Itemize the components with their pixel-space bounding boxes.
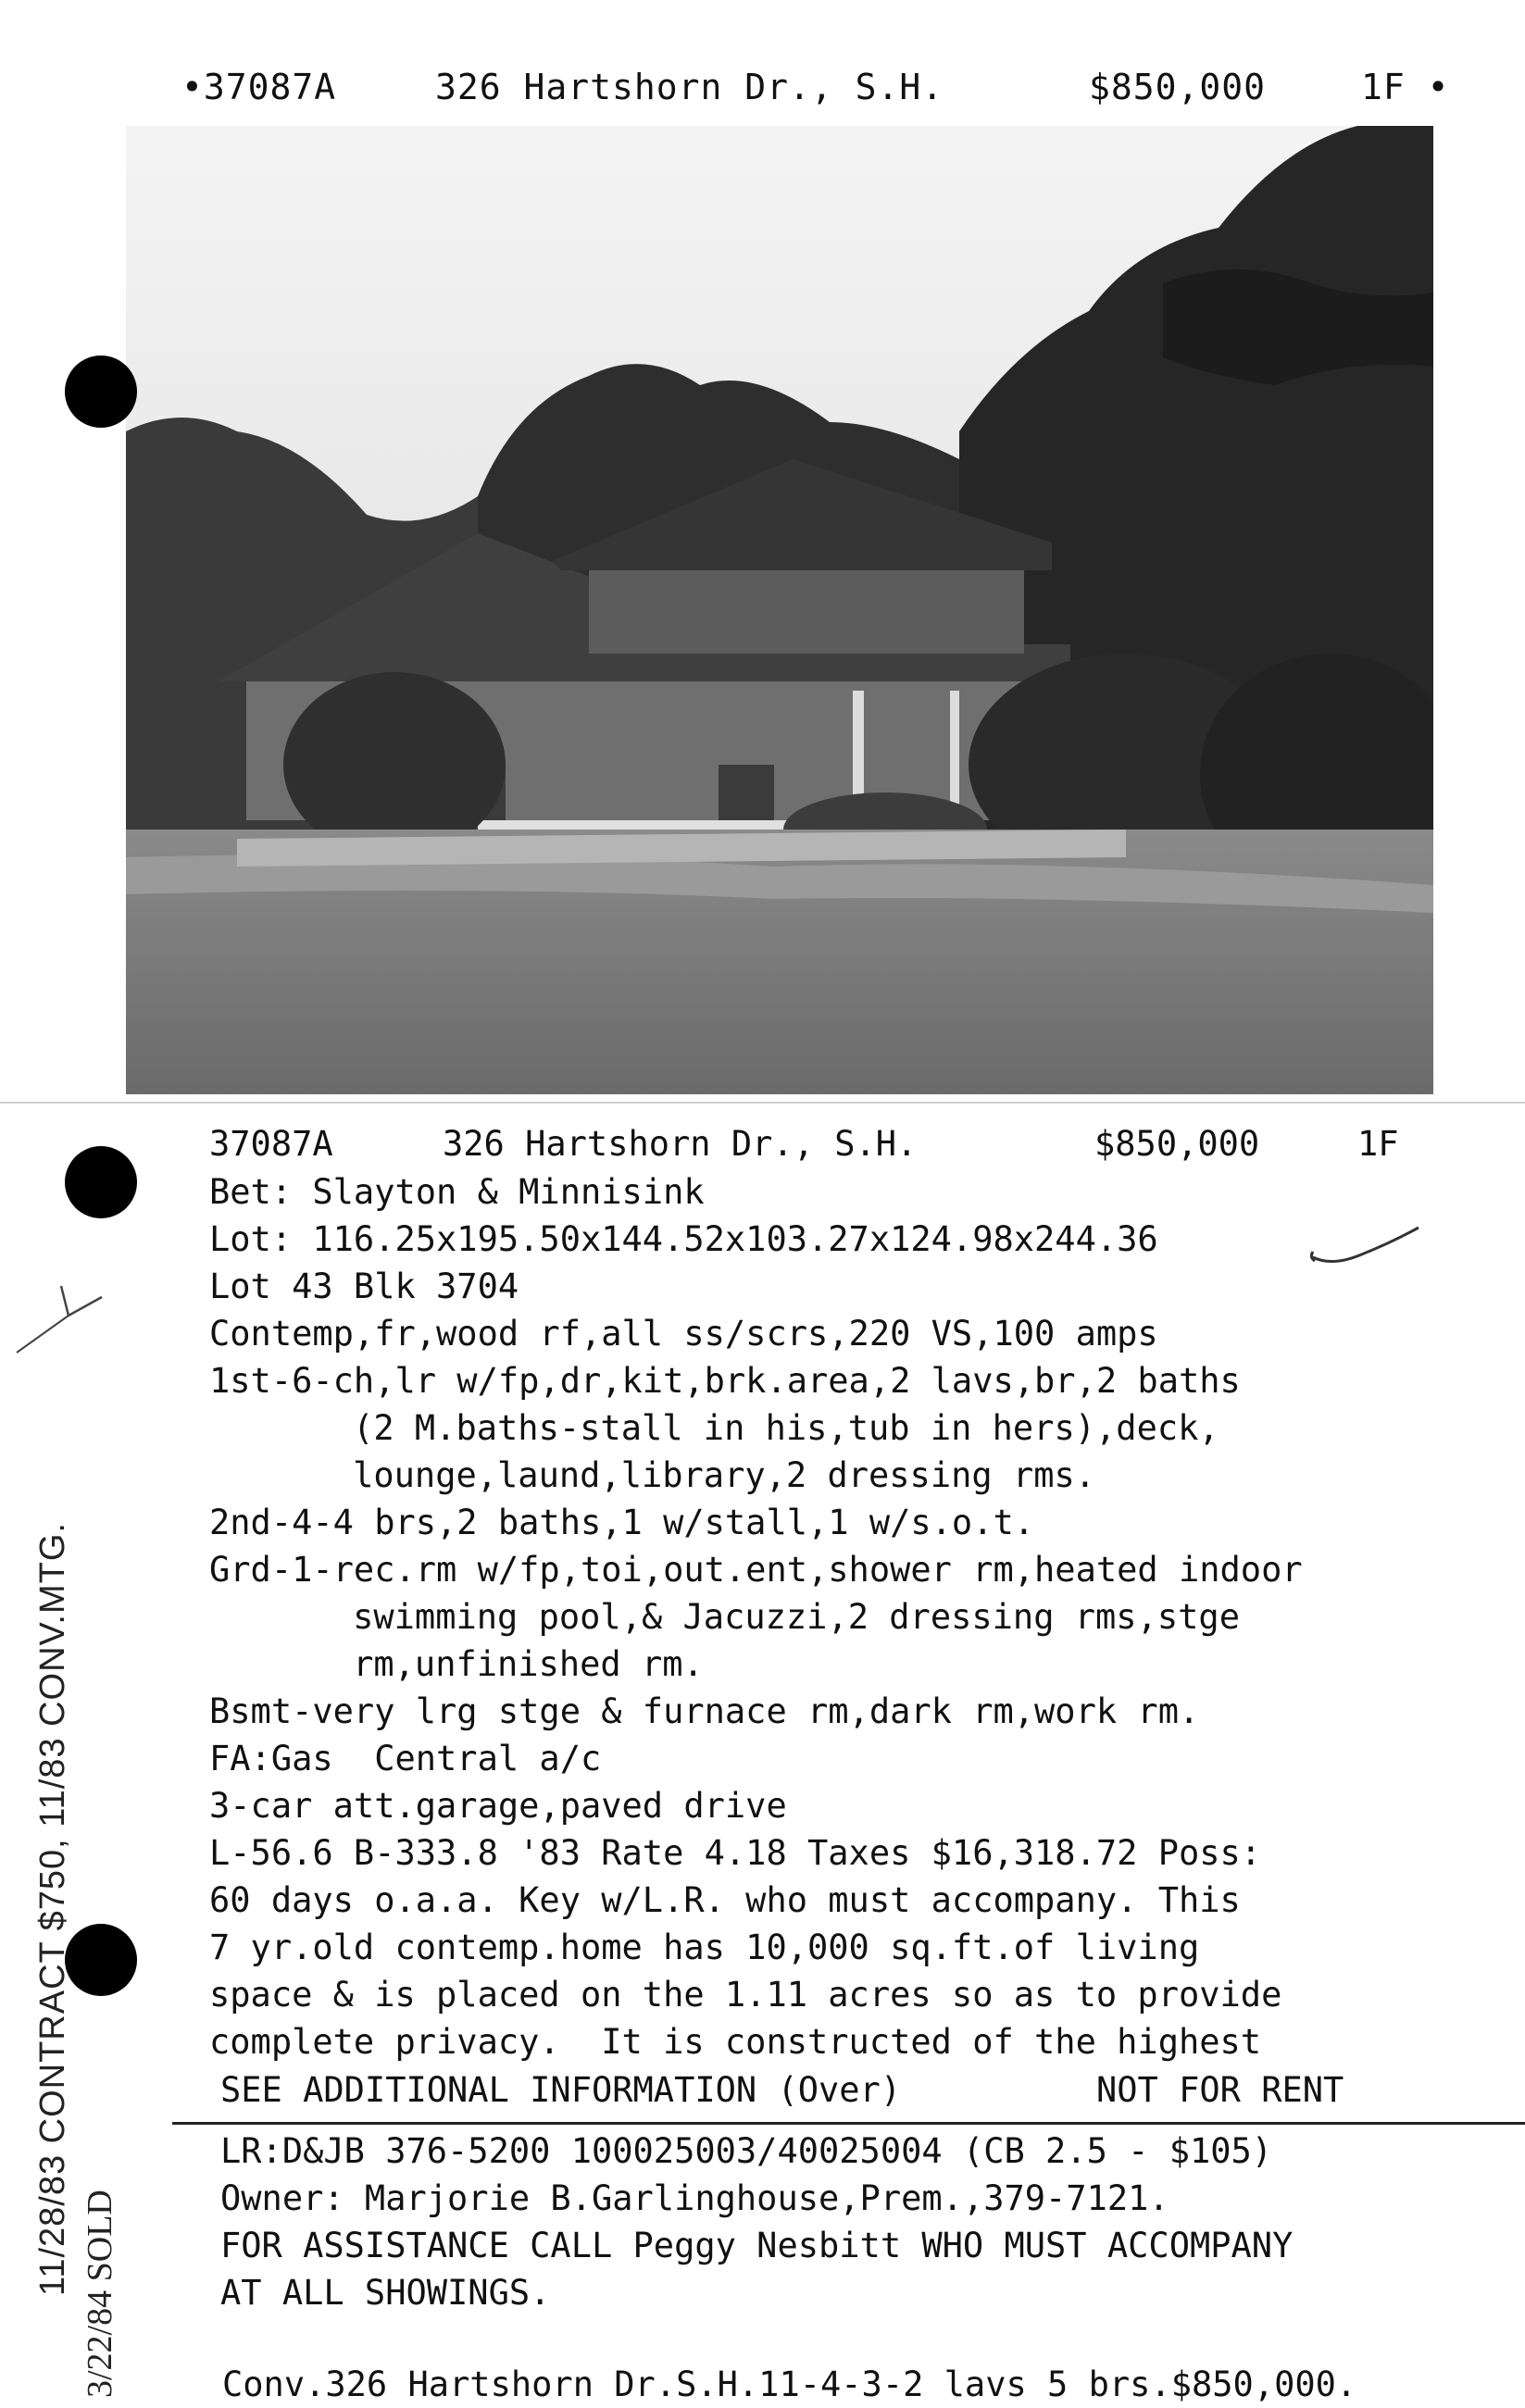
card-price: $850,000 (1094, 1124, 1260, 1164)
card-line: Contemp,fr,wood rf,all ss/scrs,220 VS,100 amps (209, 1314, 1158, 1354)
card-line: Grd-1-rec.rm w/fp,toi,out.ent,shower rm,heated indoor (209, 1550, 1303, 1590)
header-area-code: 1F (1361, 67, 1406, 107)
card-line: 1st-6-ch,lr w/fp,dr,kit,brk.area,2 lavs,br,2 baths (209, 1361, 1241, 1401)
see-additional-info: SEE ADDITIONAL INFORMATION (Over) (220, 2070, 902, 2110)
margin-stamp-sold: 3/22/84 SOLD (81, 2190, 119, 2398)
header-listing (181, 67, 336, 107)
card-line: 2nd-4-4 brs,2 baths,1 w/stall,1 w/s.o.t. (209, 1503, 1035, 1542)
card-line: FA:Gas Central a/c (209, 1739, 602, 1778)
card-line: 3-car att.garage,paved drive (209, 1786, 787, 1826)
card-body (209, 1168, 1469, 2076)
card-line: complete privacy. It is constructed of the highest (209, 2022, 1262, 2062)
card-line: Bsmt-very lrg stge & furnace rm,dark rm,work rm. (209, 1691, 1200, 1731)
card-footer (209, 2127, 1469, 2322)
card-line: space & is placed on the 1.11 acres so as to provide (209, 1975, 1282, 2015)
punch-hole-top (65, 356, 137, 428)
card-continuation-row (209, 2066, 1469, 2114)
header-dot-right: • (1427, 67, 1450, 107)
footer-line: LR:D&JB 376-5200 100025003/40025004 (CB 2.5 - $105) (220, 2131, 1273, 2171)
card-line: lounge,laund,library,2 dressing rms. (270, 1455, 1096, 1495)
card-address: 326 Hartshorn Dr., S.H. (443, 1124, 918, 1164)
card-area: 1F (1357, 1124, 1399, 1164)
header-price: $850,000 (1089, 67, 1267, 107)
not-for-rent: NOT FOR RENT (1096, 2070, 1344, 2110)
card-line: swimming pool,& Jacuzzi,2 dressing rms,stge (270, 1597, 1240, 1637)
punch-hole-middle (65, 1146, 137, 1218)
card-line: Lot: 116.25x195.50x144.52x103.27x124.98x244.36 (209, 1219, 1158, 1259)
tear-line (0, 1102, 1525, 1104)
house-photo (126, 126, 1433, 1094)
punch-hole-bottom (65, 1924, 137, 1996)
bottom-summary-line: Conv.326 Hartshorn Dr.S.H.11-4-3-2 lavs 5 brs.$850,000. (222, 2364, 1357, 2404)
card-divider (172, 2122, 1525, 2125)
margin-stamp-contract: 11/28/83 CONTRACT $750, 11/83 CONV.MTG. (33, 1522, 72, 2296)
card-header (209, 1120, 1450, 1167)
header-address: 326 Hartshorn Dr., S.H. (435, 67, 944, 107)
card-line: 7 yr.old contemp.home has 10,000 sq.ft.of living (209, 1928, 1200, 1967)
header-dot-left: • (181, 67, 204, 107)
margin-pen-mark (7, 1282, 109, 1356)
card-line: rm,unfinished rm. (270, 1644, 704, 1684)
footer-line: Owner: Marjorie B.Garlinghouse,Prem.,379-7121. (220, 2178, 1169, 2218)
header-area (1361, 67, 1450, 107)
card-line: L-56.6 B-333.8 '83 Rate 4.18 Taxes $16,318.72 Poss: (209, 1833, 1262, 1873)
footer-line: FOR ASSISTANCE CALL Peggy Nesbitt WHO MUST ACCOMPANY (220, 2226, 1294, 2265)
footer-line: AT ALL SHOWINGS. (220, 2273, 551, 2313)
card-line: 60 days o.a.a. Key w/L.R. who must accompany. This (209, 1880, 1241, 1920)
card-line: (2 M.baths-stall in his,tub in hers),deck, (270, 1408, 1219, 1448)
card-line: Bet: Slayton & Minnisink (209, 1172, 705, 1212)
card-line: Lot 43 Blk 3704 (209, 1266, 519, 1306)
check-mark (1304, 1224, 1424, 1270)
header-listing-number: 37087A (203, 67, 337, 107)
card-listing-number: 37087A (209, 1124, 333, 1164)
